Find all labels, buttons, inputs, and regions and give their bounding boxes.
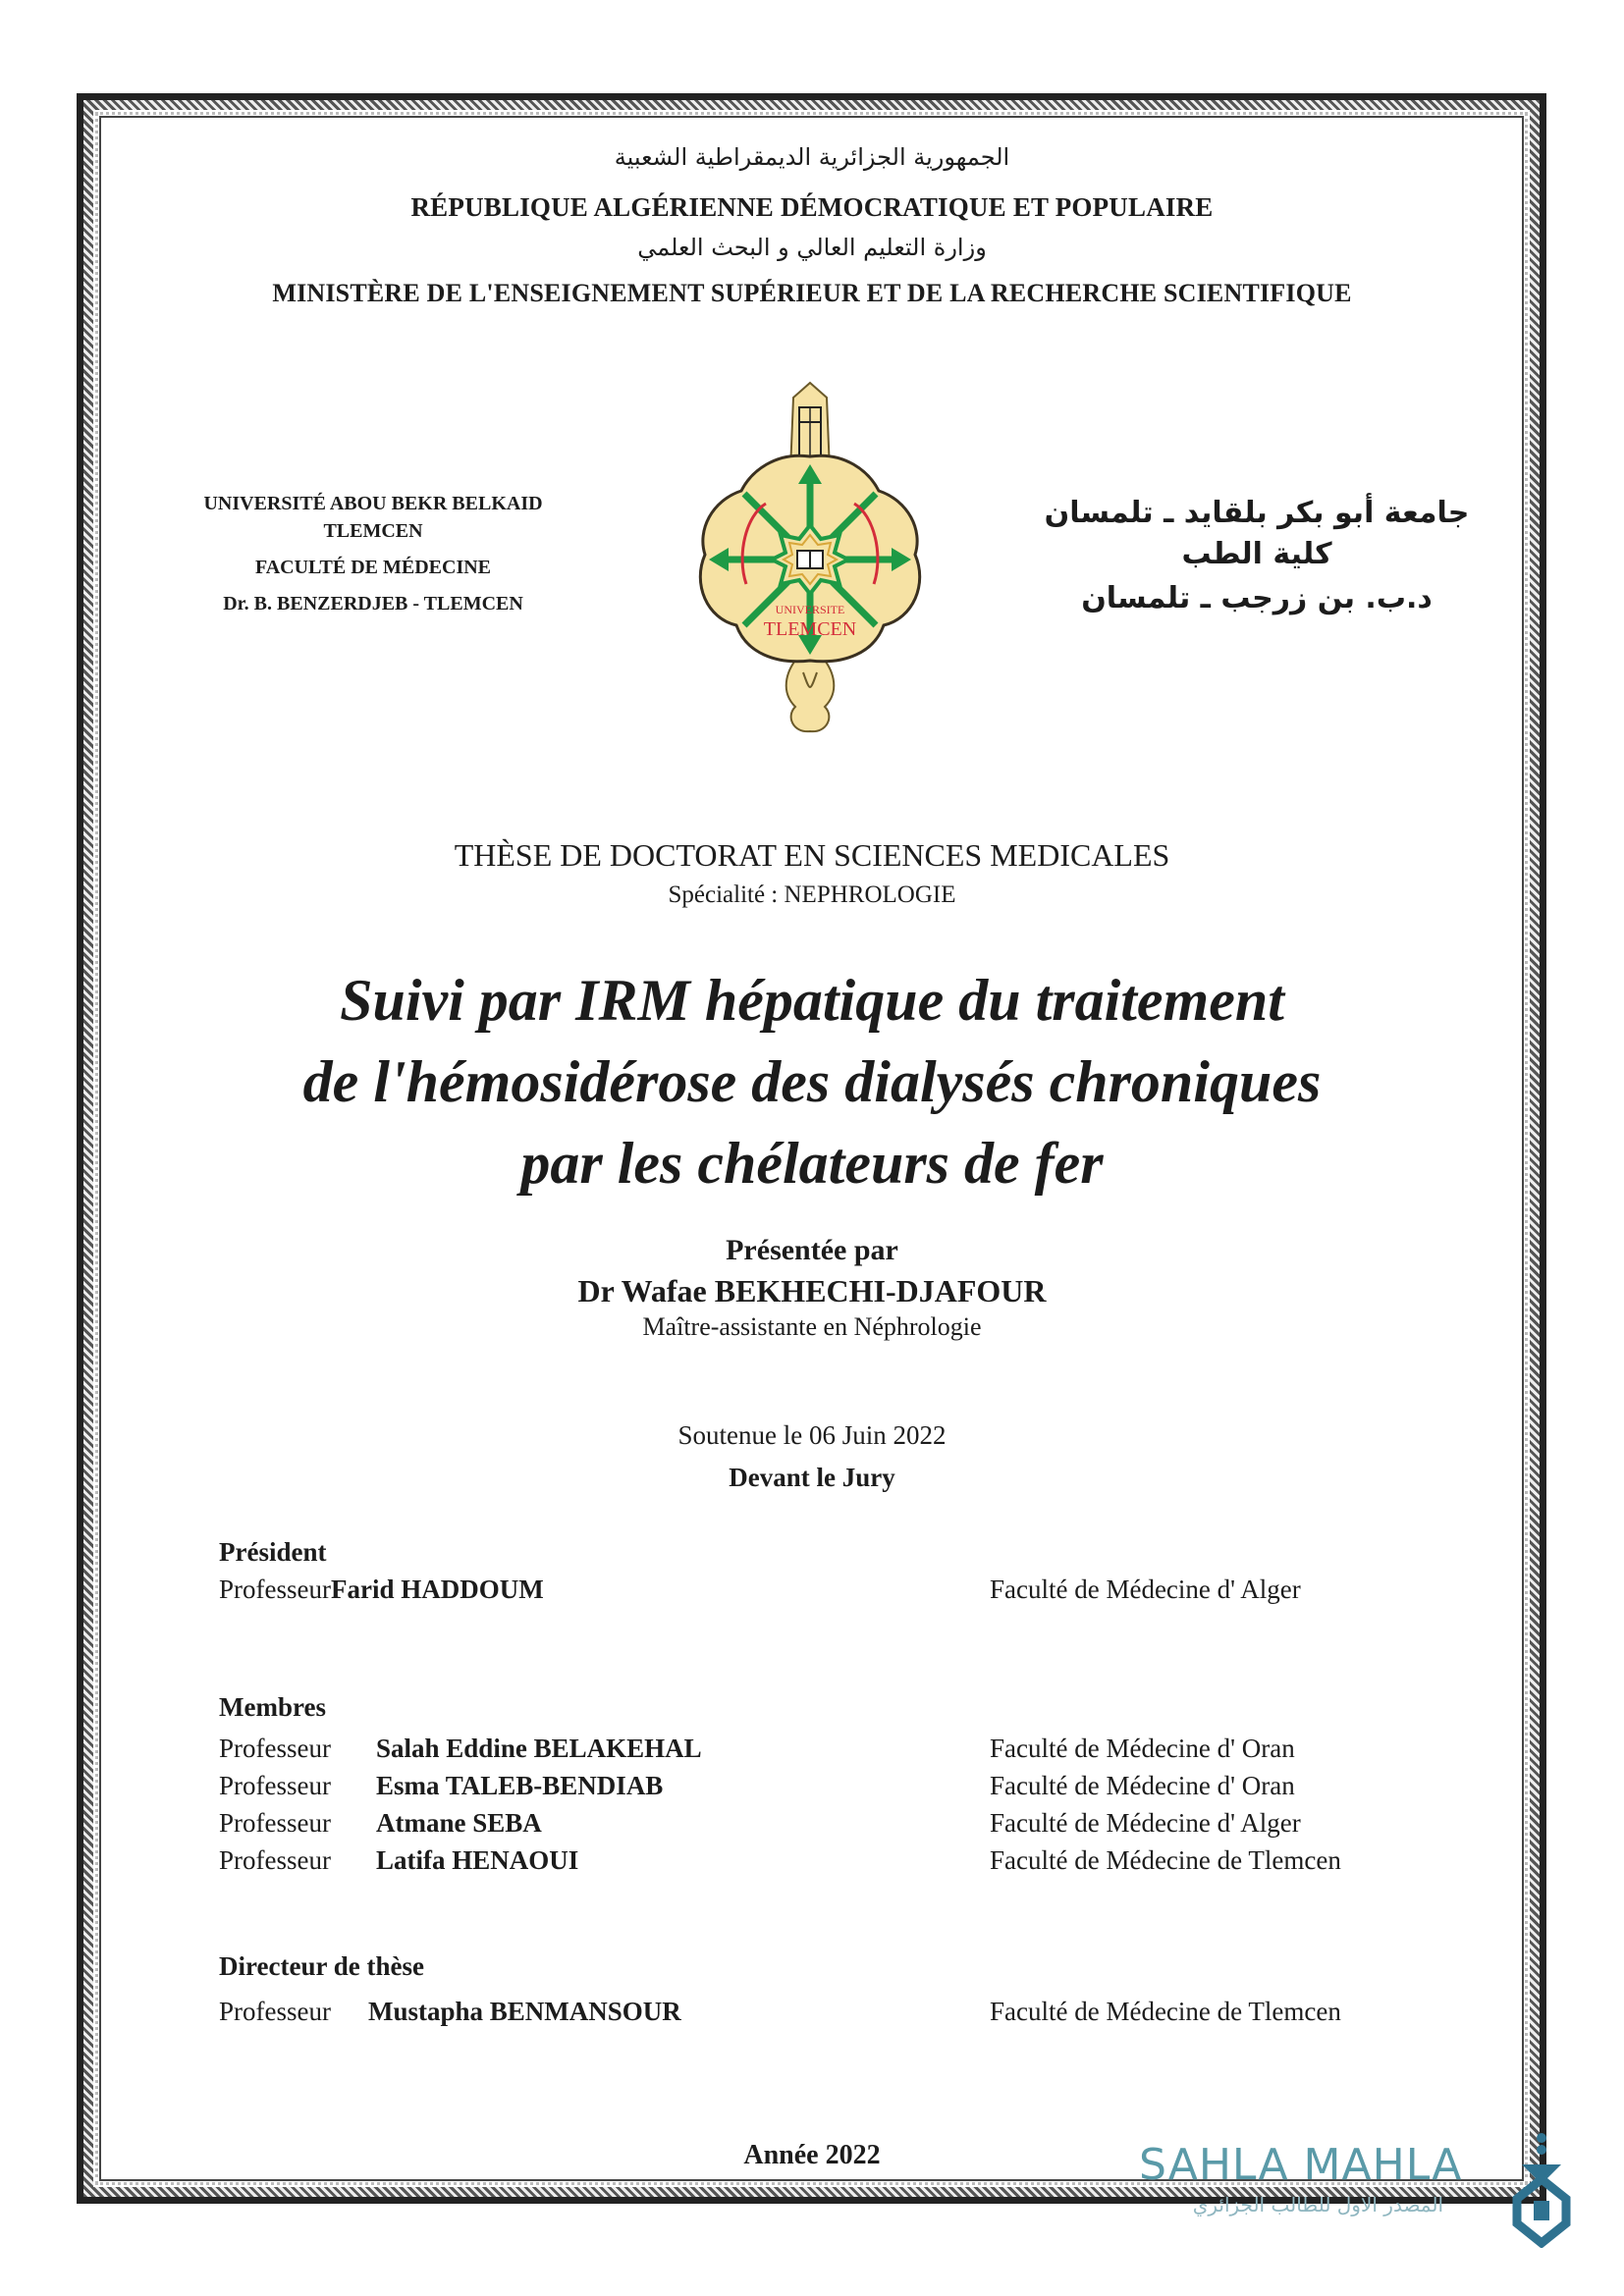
ministry-french: MINISTÈRE DE L'ENSEIGNEMENT SUPÉRIEUR ET DE LA RECHERCHE SCIENTIFIQUE bbox=[272, 279, 1352, 307]
thesis-type: THÈSE DE DOCTORAT EN SCIENCES MEDICALES bbox=[454, 837, 1170, 873]
jury-faculty: Faculté de Médecine d' Oran bbox=[990, 1771, 1295, 1800]
jury-title: Professeur bbox=[219, 1734, 331, 1763]
republic-french: RÉPUBLIQUE ALGÉRIENNE DÉMOCRATIQUE ET POPULAIRE bbox=[410, 192, 1214, 222]
jury-name: Esma TALEB-BENDIAB bbox=[376, 1771, 664, 1800]
jury-section-director: Directeur de thèse bbox=[219, 1951, 424, 1981]
thesis-title-line: de l'hémosidérose des dialysés chroniques bbox=[302, 1049, 1322, 1114]
thesis-title-line: Suivi par IRM hépatique du traitement bbox=[340, 968, 1284, 1033]
jury-section-president: Président bbox=[219, 1537, 327, 1567]
watermark-brand: SAHLA MAHLA bbox=[1139, 2140, 1463, 2190]
jury-title: Professeur bbox=[219, 1771, 331, 1800]
jury-name: Salah Eddine BELAKEHAL bbox=[376, 1734, 702, 1763]
presented-by-label: Présentée par bbox=[726, 1234, 898, 1266]
jury-section-members: Membres bbox=[219, 1692, 326, 1722]
university-name: UNIVERSITÉ ABOU BEKR BELKAID bbox=[203, 493, 543, 514]
jury-faculty: Faculté de Médecine d' Alger bbox=[990, 1808, 1301, 1838]
jury-faculty: Faculté de Médecine de Tlemcen bbox=[990, 1997, 1341, 2026]
thesis-title-line: par les chélateurs de fer bbox=[520, 1131, 1104, 1196]
jury-title: Professeur bbox=[219, 1808, 331, 1838]
faculty-dedication-arabic: د.ب. بن زرجب ـ تلمسان bbox=[1081, 581, 1433, 615]
faculty-name: FACULTÉ DE MÉDECINE bbox=[254, 557, 492, 578]
republic-arabic: الجمهورية الجزائرية الديمقراطية الشعبية bbox=[614, 143, 1010, 171]
faculty-name-arabic: كلية الطب bbox=[1181, 537, 1332, 571]
jury-name: Mustapha BENMANSOUR bbox=[368, 1997, 681, 2026]
jury-faculty: Faculté de Médecine d' Alger bbox=[990, 1575, 1301, 1604]
jury-row bbox=[219, 1845, 1446, 1876]
emblem-text-universite: UNIVERSITE bbox=[775, 603, 845, 616]
university-name-arabic: جامعة أبو بكر بلقايد ـ تلمسان bbox=[1044, 496, 1470, 530]
jury-name: Atmane SEBA bbox=[376, 1808, 542, 1838]
jury-row bbox=[219, 1808, 1446, 1839]
faculty-dedication: Dr. B. BENZERDJEB - TLEMCEN bbox=[223, 593, 523, 614]
jury-row bbox=[219, 1997, 1446, 2027]
sahla-mahla-logo-icon bbox=[1512, 2130, 1571, 2248]
jury-name: Farid HADDOUM bbox=[330, 1575, 544, 1604]
jury-title: Professeur bbox=[219, 1845, 331, 1875]
jury-row bbox=[219, 1575, 1446, 1605]
jury-faculty: Faculté de Médecine de Tlemcen bbox=[990, 1845, 1341, 1875]
author-role: Maître-assistante en Néphrologie bbox=[642, 1312, 982, 1341]
author-name: Dr Wafae BEKHECHI-DJAFOUR bbox=[577, 1273, 1047, 1308]
defense-date: Soutenue le 06 Juin 2022 bbox=[677, 1420, 947, 1450]
watermark-tagline: المصدر الاول للطالب الجزائري bbox=[1192, 2193, 1443, 2216]
sahla-mahla-watermark bbox=[1139, 2140, 1561, 2268]
jury-heading: Devant le Jury bbox=[729, 1463, 895, 1492]
jury-name: Latifa HENAOUI bbox=[376, 1845, 579, 1875]
thesis-year: Année 2022 bbox=[743, 2140, 881, 2170]
jury-title: Professeur bbox=[219, 1575, 331, 1604]
ministry-arabic: وزارة التعليم العالي و البحث العلمي bbox=[637, 234, 987, 261]
university-city: TLEMCEN bbox=[323, 520, 423, 542]
jury-row bbox=[219, 1771, 1446, 1801]
thesis-specialty: Spécialité : NEPHROLOGIE bbox=[668, 881, 956, 908]
emblem-text-tlemcen: TLEMCEN bbox=[763, 618, 857, 640]
jury-row bbox=[219, 1734, 1446, 1764]
university-emblem-icon bbox=[687, 378, 933, 741]
jury-title: Professeur bbox=[219, 1997, 331, 2026]
jury-faculty: Faculté de Médecine d' Oran bbox=[990, 1734, 1295, 1763]
